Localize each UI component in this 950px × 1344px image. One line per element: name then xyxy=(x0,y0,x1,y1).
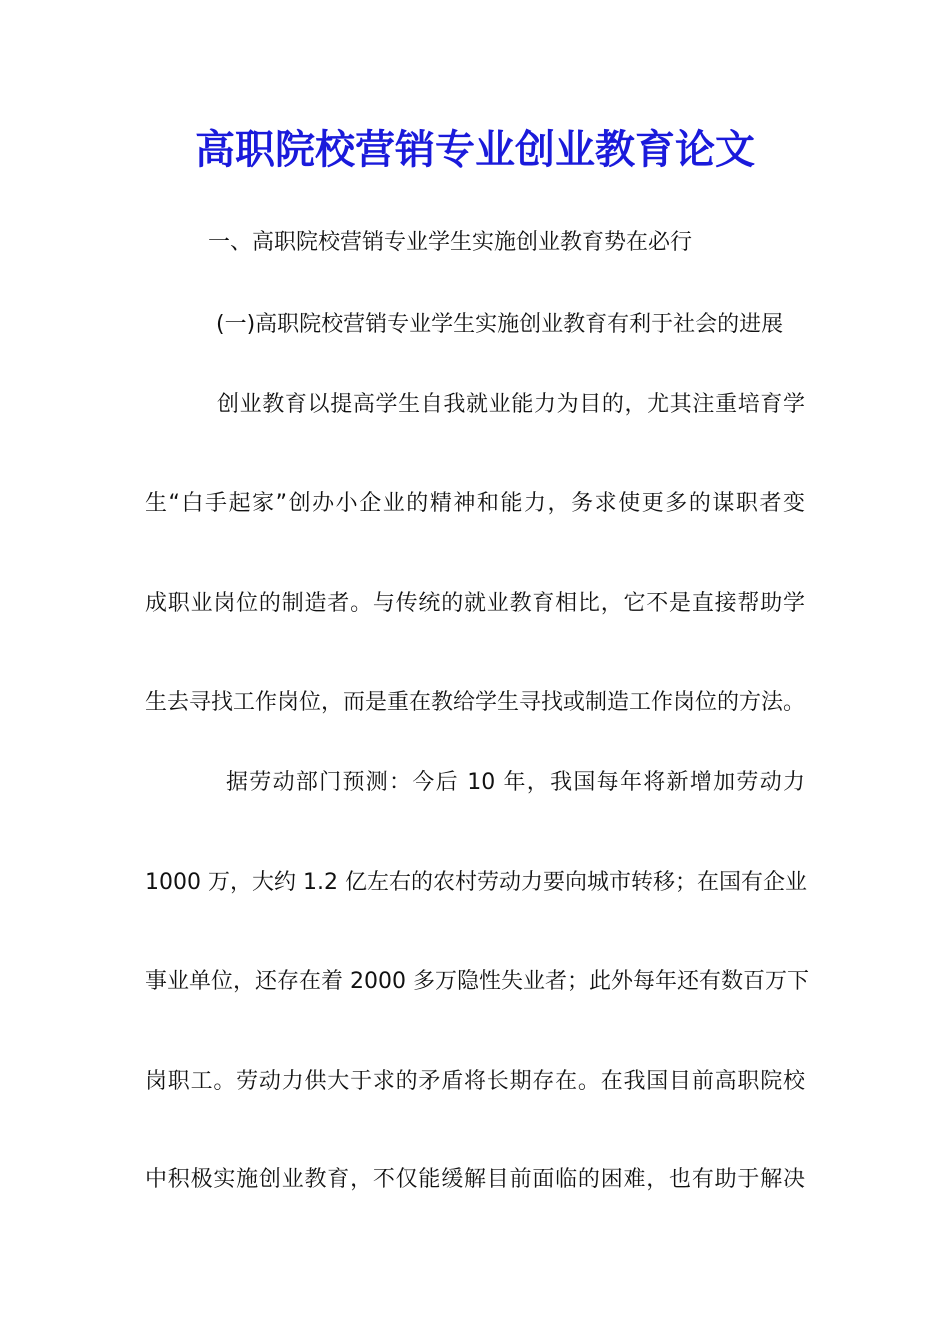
paragraph-line: 创业教育以提高学生自我就业能力为目的，尤其注重培育学 xyxy=(217,392,805,417)
subsection-heading: (一)高职院校营销专业学生实施创业教育有利于社会的进展 xyxy=(216,312,784,337)
paragraph-line: 生“白手起家”创办小企业的精神和能力，务求使更多的谋职者变 xyxy=(145,491,805,516)
paragraph-line: 中积极实施创业教育，不仅能缓解目前面临的困难，也有助于解决 xyxy=(145,1167,805,1192)
paragraph-line: 成职业岗位的制造者。与传统的就业教育相比，它不是直接帮助学 xyxy=(145,591,805,616)
section-heading: 一、高职院校营销专业学生实施创业教育势在必行 xyxy=(208,230,693,255)
paragraph-line: 据劳动部门预测：今后 10 年，我国每年将新增加劳动力 xyxy=(226,770,805,795)
paragraph-line: 生去寻找工作岗位，而是重在教给学生寻找或制造工作岗位的方法。 xyxy=(145,690,806,715)
paragraph-line: 岗职工。劳动力供大于求的矛盾将长期存在。在我国目前高职院校 xyxy=(145,1069,805,1094)
paragraph-line: 事业单位，还存在着 2000 多万隐性失业者；此外每年还有数百万下 xyxy=(145,969,809,994)
paragraph-line: 1000 万，大约 1.2 亿左右的农村劳动力要向城市转移；在国有企业 xyxy=(145,870,807,895)
document-title: 高职院校营销专业创业教育论文 xyxy=(195,126,755,173)
